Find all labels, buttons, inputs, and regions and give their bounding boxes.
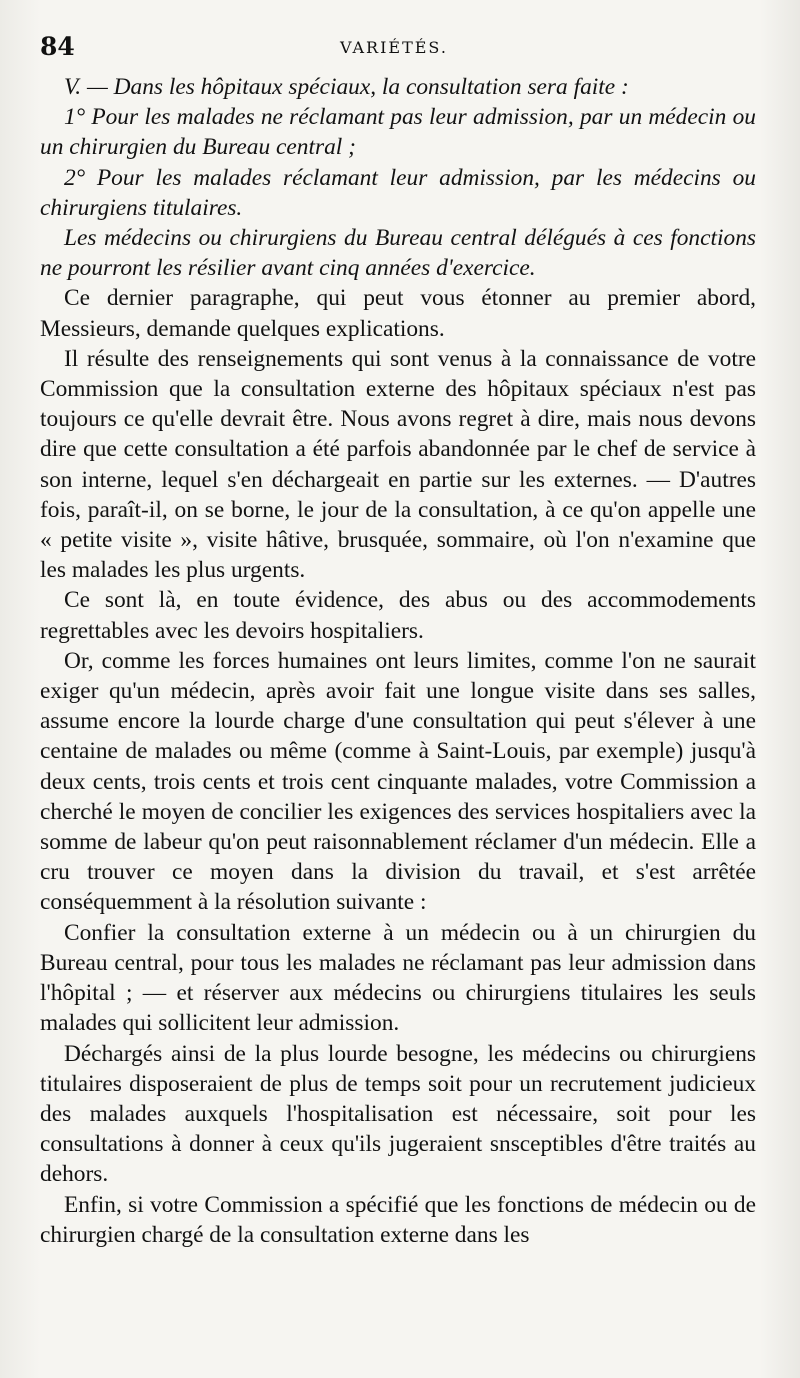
paragraph: Les médecins ou chirurgiens du Bureau central délégués à ces fonctions ne pourront les résilier avant cinq années d'exercice.	[40, 225, 756, 282]
body-text	[40, 72, 756, 1250]
paragraph: Enfin, si votre Commission a spécifié que les fonctions de médecin ou de chirurgien chargé de la consultation externe dans les	[40, 1191, 756, 1248]
paragraph: 2° Pour les malades réclamant leur admission, par les médecins ou chirurgiens titulaires.	[40, 164, 756, 221]
paragraph: Confier la consultation externe à un médecin ou à un chirurgien du Bureau central, pour tous les malades ne réclamant pas leur admission dans l'hôpital ; — et réserver aux médecins ou chirurgiens titulaires les seuls malades qui sollicitent leur admission.	[40, 919, 756, 1037]
paragraph: Déchargés ainsi de la plus lourde besogne, les médecins ou chirurgiens titulaires disposeraient de plus de temps soit pour un recrutement judicieux des malades auxquels l'hospitalisation est nécessaire, soit pour les consultations à donner à ceux qu'ils jugeraient snsceptibles d'être traités au dehors.	[40, 1040, 756, 1188]
page-number: 84	[40, 32, 75, 61]
paragraph: 1° Pour les malades ne réclamant pas leur admission, par un médecin ou un chirurgien du Bureau central ;	[40, 104, 756, 161]
paragraph: Il résulte des renseignements qui sont venus à la connaissance de votre Commission que la consultation externe des hôpitaux spéciaux n'est pas toujours ce qu'elle devrait être. Nous avons regret à dire, mais nous devons dire que cette consultation a été parfois abandonnée par le chef de service à son interne, lequel s'en déchargeait en partie sur les externes. — D'autres fois, paraît-il, on se borne, le jour de la consultation, à ce qu'on appelle une « petite visite », visite hâtive, brusquée, sommaire, où l'on n'examine que les malades les plus urgents.	[40, 345, 756, 584]
page-header	[40, 32, 770, 72]
paragraph: V. — Dans les hôpitaux spéciaux, la consultation sera faite :	[64, 74, 629, 100]
paragraph: Ce sont là, en toute évidence, des abus ou des accommodements regrettables avec les devoirs hospitaliers.	[40, 587, 756, 644]
paragraph: Ce dernier paragraphe, qui peut vous étonner au premier abord, Messieurs, demande quelques explications.	[40, 285, 756, 342]
running-head: VARIÉTÉS.	[340, 38, 448, 57]
paragraph: Or, comme les forces humaines ont leurs limites, comme l'on ne saurait exiger qu'un médecin, après avoir fait une longue visite dans ses salles, assume encore la lourde charge d'une consultation qui peut s'élever à une centaine de malades ou même (comme à Saint-Louis, par exemple) jusqu'à deux cents, trois cents et trois cent cinquante malades, votre Commission a cherché le moyen de concilier les exigences des services hospitaliers avec la somme de labeur qu'on peut raisonnablement réclamer d'un médecin. Elle a cru trouver ce moyen dans la division du travail, et s'est arrêtée conséquemment à la résolution suivante :	[40, 647, 756, 916]
